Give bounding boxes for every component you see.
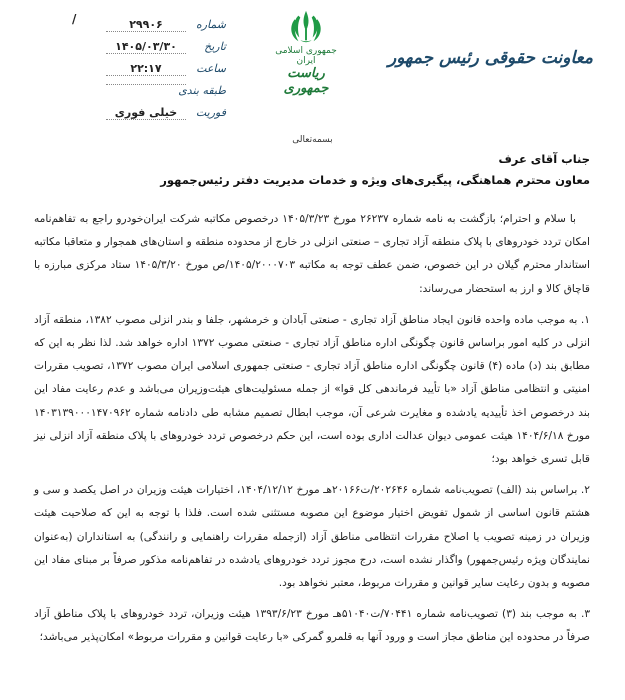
number-label: شماره — [195, 18, 226, 31]
emblem-caption: جمهوری اسلامی ایران — [275, 46, 337, 66]
number-value: ۲۹۹۰۶ — [106, 18, 186, 32]
time-label: ساعت — [196, 62, 226, 75]
addressee-title: معاون محترم هماهنگی، پیگیری‌های ویژه و خدمات مدیریت دفتر رئیس‌جمهور — [160, 173, 590, 187]
letter-body — [34, 208, 590, 650]
letter-meta — [72, 12, 226, 128]
addressee-name: جناب آقای عرف — [498, 152, 590, 166]
paragraph-item-1: ۱. به موجب ماده واحده قانون ایجاد مناطق آزاد تجاری - صنعتی آبادان و خرمشهر، جلفا و بندر انزلی مصوب ۱۳۸۲، منطقه آزاد انزلی در کلیه امور براساس قانون چگونگی اداره مناطق آزاد تجاری - صنعتی مصوب ۱۳۷۲ اداره خواهد شد. لذا نظر به این که مطابق بند (د) ماده (۴) قانون چگونگی اداره مناطق آزاد تجاری - صنعتی جمهوری اسلامی ایران مصوب ۱۳۷۲، تصویب مقررات امنیتی و انتظامی مناطق آزاد «با تأیید فرماندهی کل قوا» از جمله مسئولیت‌های هیئت‌وزیران می‌باشد و عدم رعایت مفاد این بند درخصوص اخذ تأییدیه یادشده و مغایرت شرعی آن، موجب ابطال تصمیم مشابه طی دادنامه شماره ۱۴۰۳۱۳۹۰۰۰۱۴۷۰۹۶۲ مورخ ۱۴۰۴/۶/۱۸ هیئت عمومی دیوان عدالت اداری بوده است، این حکم درخصوص تردد خودروهای با پلاک منطقه آزاد انزلی نیز قابل تسری خواهد بود؛ — [34, 313, 590, 466]
classification-label: طبقه بندی — [178, 84, 226, 97]
classification-value — [106, 84, 186, 85]
priority-label: فوریت — [195, 106, 226, 119]
intro-paragraph: با سلام و احترام؛ بازگشت به نامه شماره ۲۶۲۳۷ مورخ ۱۴۰۵/۳/۲۳ درخصوص مکاتبه شرکت ایران‌خودرو راجع به تفاهم‌نامه امکان تردد خودروهای با پلاک منطقه آزاد تجاری – صنعتی انزلی در خارج از محدوده منطقه و استان‌های همجوار و متعاقبا مکاتبه استاندار محترم گیلان در این خصوص، ضمن عطف توجه به مکاتبه ۱۴۰۵/۲۰۰۰۷۰۳/ص مورخ ۱۴۰۵/۳/۲۰ ستاد مرکزی مبارزه با قاچاق کالا و ارز به استحضار می‌رساند: — [34, 213, 590, 295]
paragraph-item-2: ۲. براساس بند (الف) تصویب‌نامه شماره ۲۰۲۶۴۶/ت۲۰۱۶۶هـ مورخ ۱۴۰۴/۱۲/۱۲، اختیارات هیئت وزیران در اصل یکصد و سی و هشتم قانون اساسی از شمول تفویض اختیار موضوع این مصوبه مستثنی شده است. فلذا با توجه به این که صلاحیت هیئت وزیران در زمینه تصویب یا اصلاح مقررات انتظامی مناطق آزاد (ازجمله مقررات راهنمایی و رانندگی) به استانداران (به‌عنوان نمایندگان ویژه رئیس‌جمهور) واگذار نشده است، درج مجوز تردد خودروهای یادشده در تفاهم‌نامه مذکور صرفاً بر مبنای مفاد این مصوبه و بدون رعایت سایر قوانین و مقررات مربوط، معتبر نخواهد بود. — [34, 484, 590, 590]
meta-time-row — [76, 62, 226, 84]
meta-priority-row — [76, 106, 226, 128]
meta-classification-row — [76, 84, 226, 106]
addressee — [30, 149, 590, 191]
number-slash: / — [72, 12, 77, 26]
paragraph-item-3: ۳. به موجب بند (۳) تصویب‌نامه شماره ۷۰۴۴۱/ت۵۱۰۴۰هـ مورخ ۱۳۹۳/۶/۲۳ هیئت وزیران، تردد خودروهای با پلاک مناطق آزاد صرفاً در محدوده این مناطق مجاز است و ورود آنها به قلمرو گمرکی «با رعایت قوانین و مقررات مربوط» امکان‌پذیر می‌باشد؛ — [34, 608, 591, 644]
meta-date-row — [76, 40, 226, 62]
meta-number-row — [72, 12, 226, 40]
bismillah: بسمه‌تعالی — [292, 135, 333, 145]
department-title: معاونت حقوقی رئیس جمهور — [388, 48, 593, 68]
iran-emblem-icon — [287, 8, 325, 46]
emblem — [266, 8, 346, 96]
date-label: تاریخ — [204, 40, 226, 53]
time-value: ۲۲:۱۷ — [106, 62, 186, 76]
priority-value: خیلی فوری — [106, 106, 186, 120]
date-value: ۱۴۰۵/۰۳/۳۰ — [106, 40, 186, 54]
emblem-title: ریاست جمهوری — [283, 66, 329, 96]
